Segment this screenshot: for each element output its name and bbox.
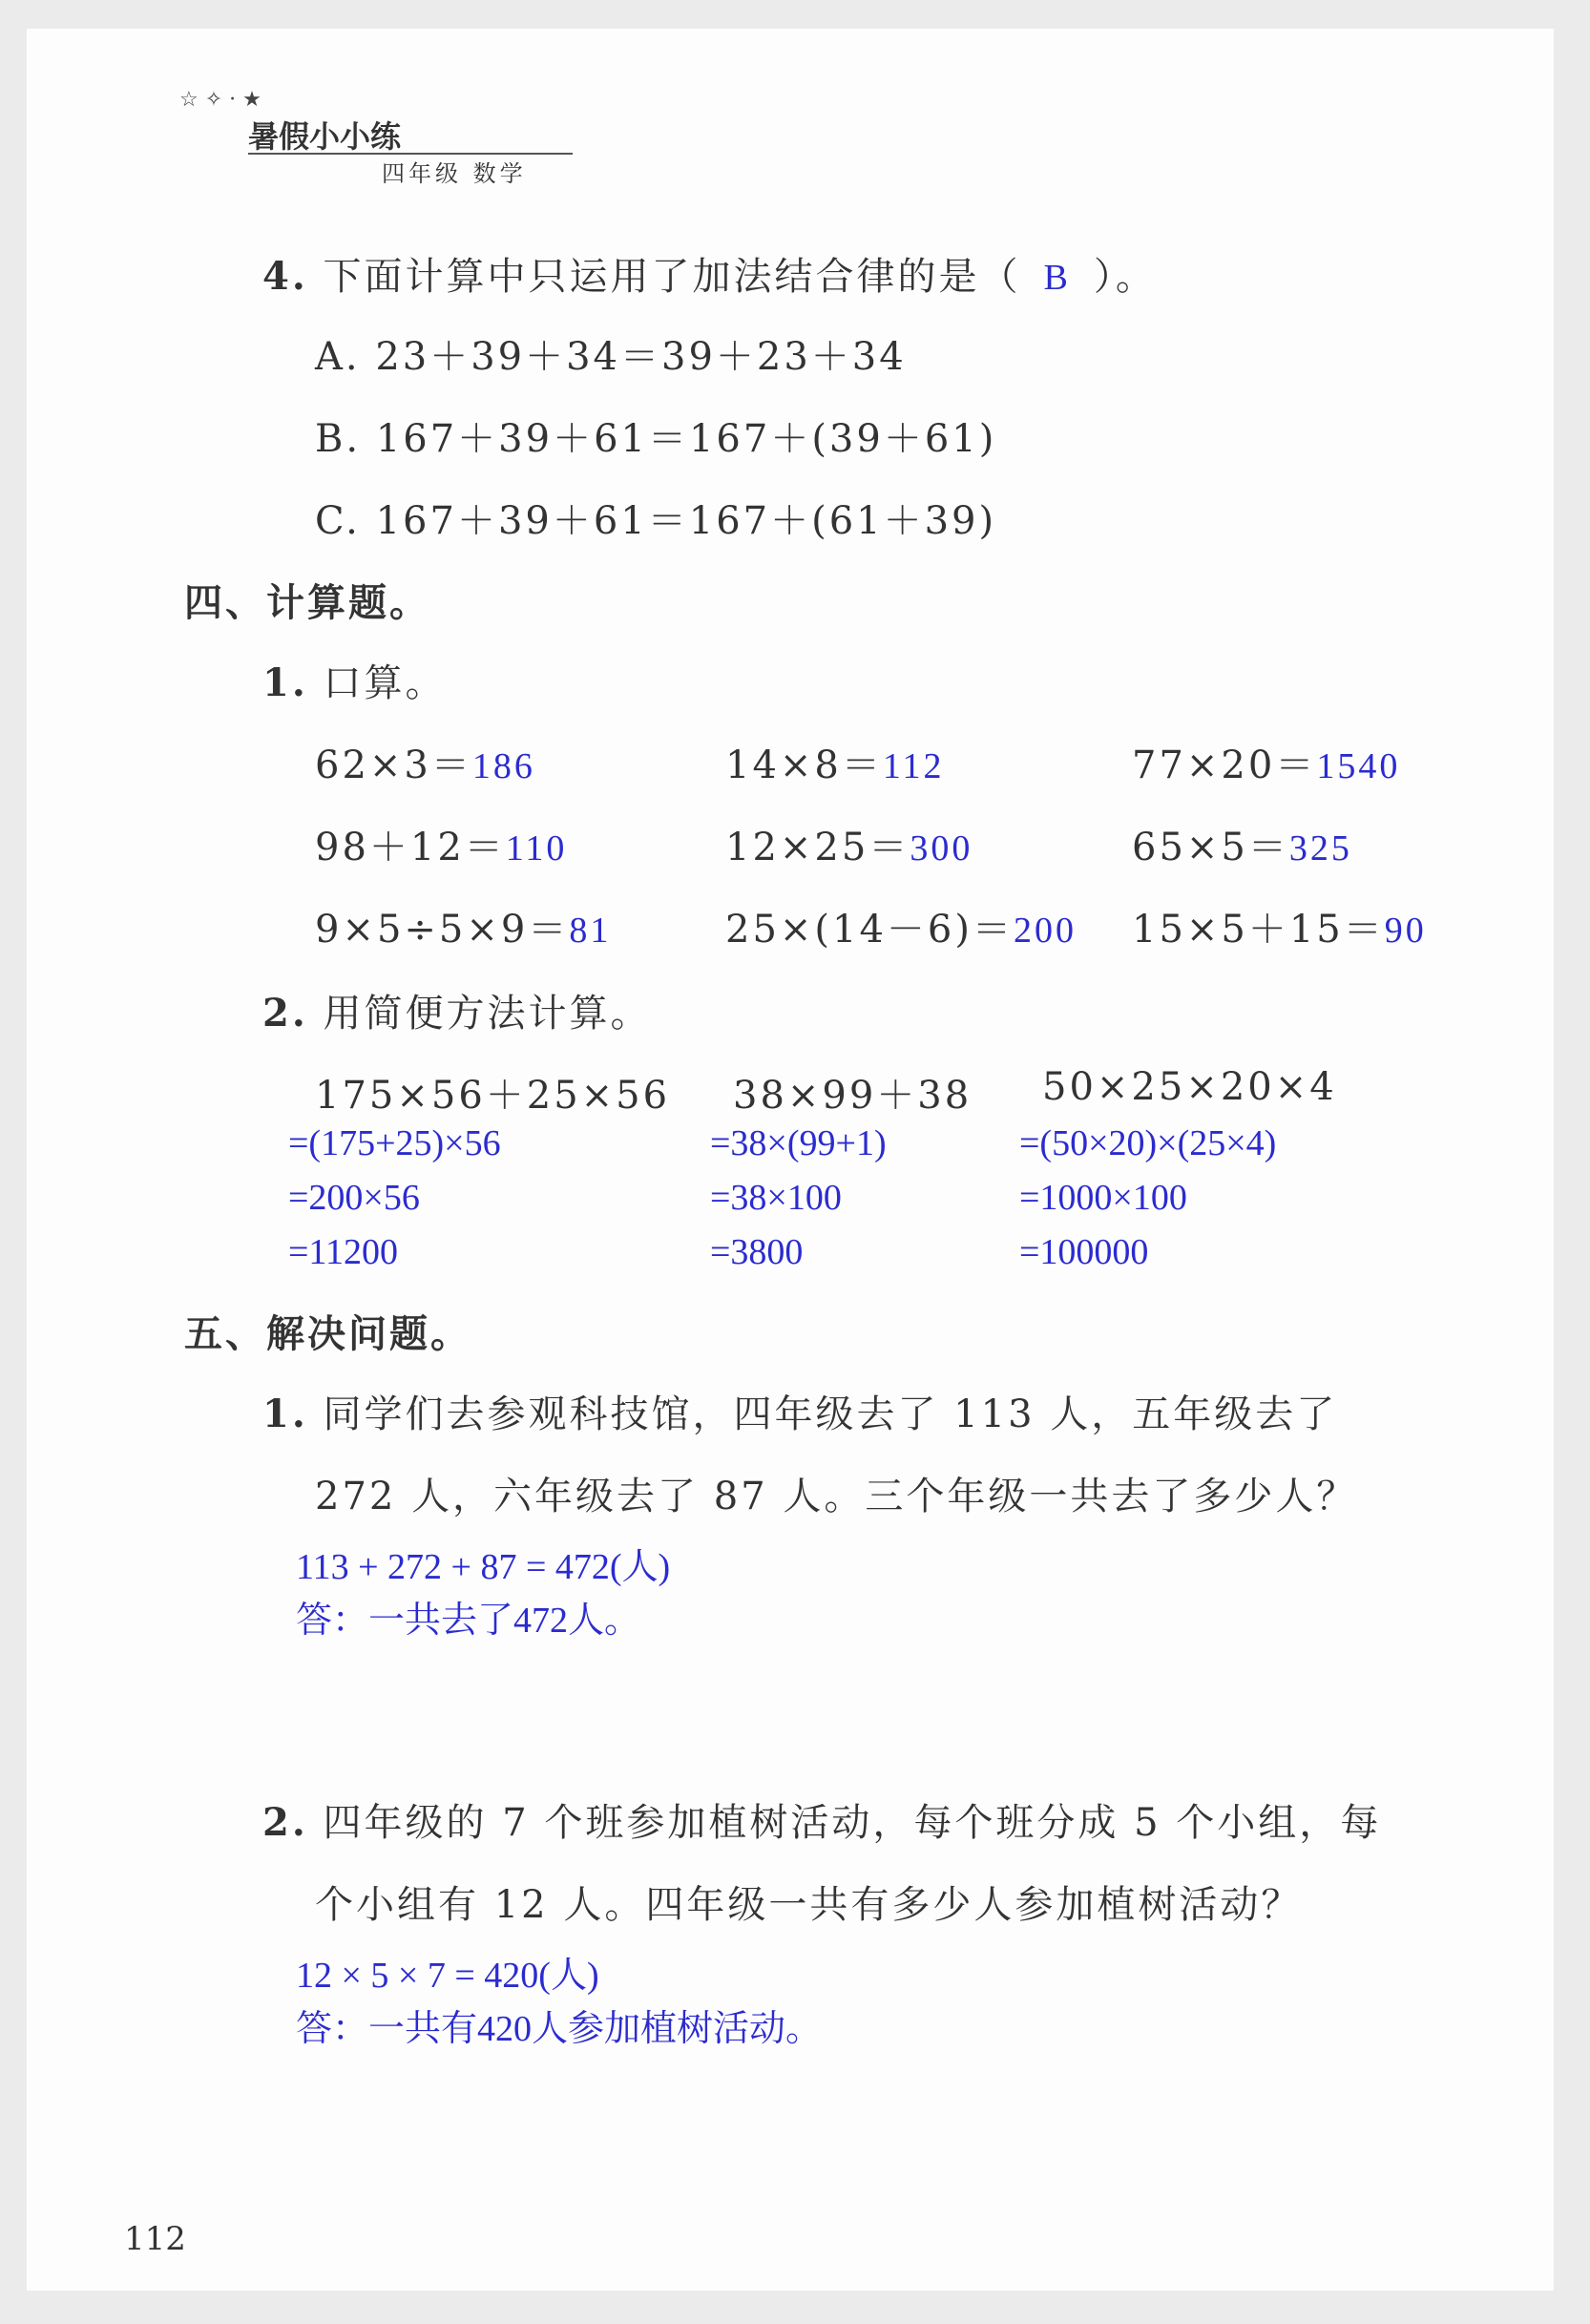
oral-expression: 65×5＝	[1132, 826, 1289, 869]
oral-item	[315, 817, 567, 871]
section-5-title: 五、解决问题。	[184, 1312, 471, 1356]
section-4-title: 四、计算题。	[184, 581, 430, 625]
oral-answer: 200	[1013, 911, 1077, 951]
problem-1-line2: 272 人，六年级去了 87 人。三个年级一共去了多少人？	[315, 1475, 1358, 1518]
problem-2-calculation: 12 × 5 × 7 = 420(人)	[296, 1956, 599, 1996]
worksheet-page	[27, 29, 1554, 2291]
simplify-step: =1000×100	[1019, 1178, 1187, 1218]
problem-number: 2.	[262, 1800, 308, 1845]
problem-text: 四年级的 7 个班参加植树活动，每个班分成 5 个小组，每	[323, 1801, 1382, 1845]
subsection-number: 1.	[262, 660, 308, 705]
stars-decoration-icon: ☆ ✧ · ★	[179, 88, 262, 112]
oral-expression: 14×8＝	[725, 743, 883, 787]
header-title: 暑假小小练	[248, 118, 402, 155]
simplify-expression: 38×99＋38	[733, 1074, 973, 1118]
subsection-number: 2.	[262, 991, 308, 1036]
subsection-simplify	[262, 983, 651, 1037]
simplify-step: =(175+25)×56	[288, 1123, 501, 1163]
oral-answer: 300	[910, 828, 973, 869]
header-underline	[248, 153, 573, 155]
question-number: 4.	[262, 254, 308, 299]
subsection-title: 用简便方法计算。	[323, 992, 652, 1036]
question-stem: 下面计算中只运用了加法结合律的是（	[323, 255, 1021, 299]
problem-2-answer: 答：一共有420人参加植树活动。	[296, 2009, 823, 2049]
oral-item	[315, 899, 611, 953]
simplify-step: =11200	[288, 1232, 399, 1272]
answer-choice: B	[1043, 258, 1071, 298]
option-c: C. 167＋39＋61＝167＋(61＋39)	[315, 499, 997, 543]
simplify-step: =(50×20)×(25×4)	[1019, 1123, 1277, 1163]
header-subtitle: 四年级 数学	[382, 160, 527, 187]
subsection-title: 口算。	[323, 661, 447, 705]
subsection-oral	[262, 653, 446, 707]
oral-item	[1132, 735, 1400, 789]
oral-item	[725, 735, 944, 789]
simplify-step: =3800	[710, 1232, 804, 1272]
oral-item	[725, 817, 973, 871]
problem-2-line2: 个小组有 12 人。四年级一共有多少人参加植树活动？	[315, 1883, 1303, 1927]
oral-item	[315, 735, 535, 789]
oral-answer: 186	[471, 746, 535, 786]
oral-item	[725, 899, 1077, 953]
problem-number: 1.	[262, 1392, 308, 1436]
problem-1-answer: 答：一共去了472人。	[296, 1601, 641, 1641]
oral-expression: 25×(14－6)＝	[725, 908, 1014, 952]
page-number: 112	[124, 2220, 186, 2258]
oral-answer: 325	[1288, 828, 1352, 869]
problem-1-line1	[262, 1384, 1337, 1438]
simplify-step: =100000	[1019, 1232, 1149, 1272]
problem-2-line1	[262, 1792, 1381, 1847]
oral-item	[1132, 817, 1352, 871]
question-4-stem-line	[262, 246, 1157, 301]
oral-answer: 1540	[1316, 746, 1401, 786]
oral-answer: 110	[505, 828, 568, 869]
simplify-step: =38×100	[710, 1178, 842, 1218]
simplify-step: =200×56	[288, 1178, 420, 1218]
oral-expression: 12×25＝	[725, 826, 910, 869]
simplify-step: =38×(99+1)	[710, 1123, 887, 1163]
option-b: B. 167＋39＋61＝167＋(39＋61)	[315, 417, 997, 461]
simplify-expression: 50×25×20×4	[1042, 1065, 1337, 1109]
question-close: ）。	[1093, 255, 1157, 299]
oral-answer: 81	[569, 911, 612, 951]
simplify-expression: 175×56＋25×56	[315, 1074, 671, 1118]
oral-item	[1132, 899, 1427, 953]
oral-expression: 62×3＝	[315, 743, 472, 787]
oral-expression: 9×5÷5×9＝	[315, 908, 570, 952]
oral-answer: 90	[1384, 911, 1427, 951]
oral-expression: 15×5＋15＝	[1132, 908, 1385, 952]
problem-1-calculation: 113 + 272 + 87 = 472(人)	[296, 1547, 671, 1587]
oral-expression: 98＋12＝	[315, 826, 506, 869]
option-a: A. 23＋39＋34＝39＋23＋34	[315, 335, 907, 379]
oral-expression: 77×20＝	[1132, 743, 1317, 787]
problem-text: 同学们去参观科技馆，四年级去了 113 人，五年级去了	[323, 1392, 1338, 1436]
oral-answer: 112	[882, 746, 945, 786]
